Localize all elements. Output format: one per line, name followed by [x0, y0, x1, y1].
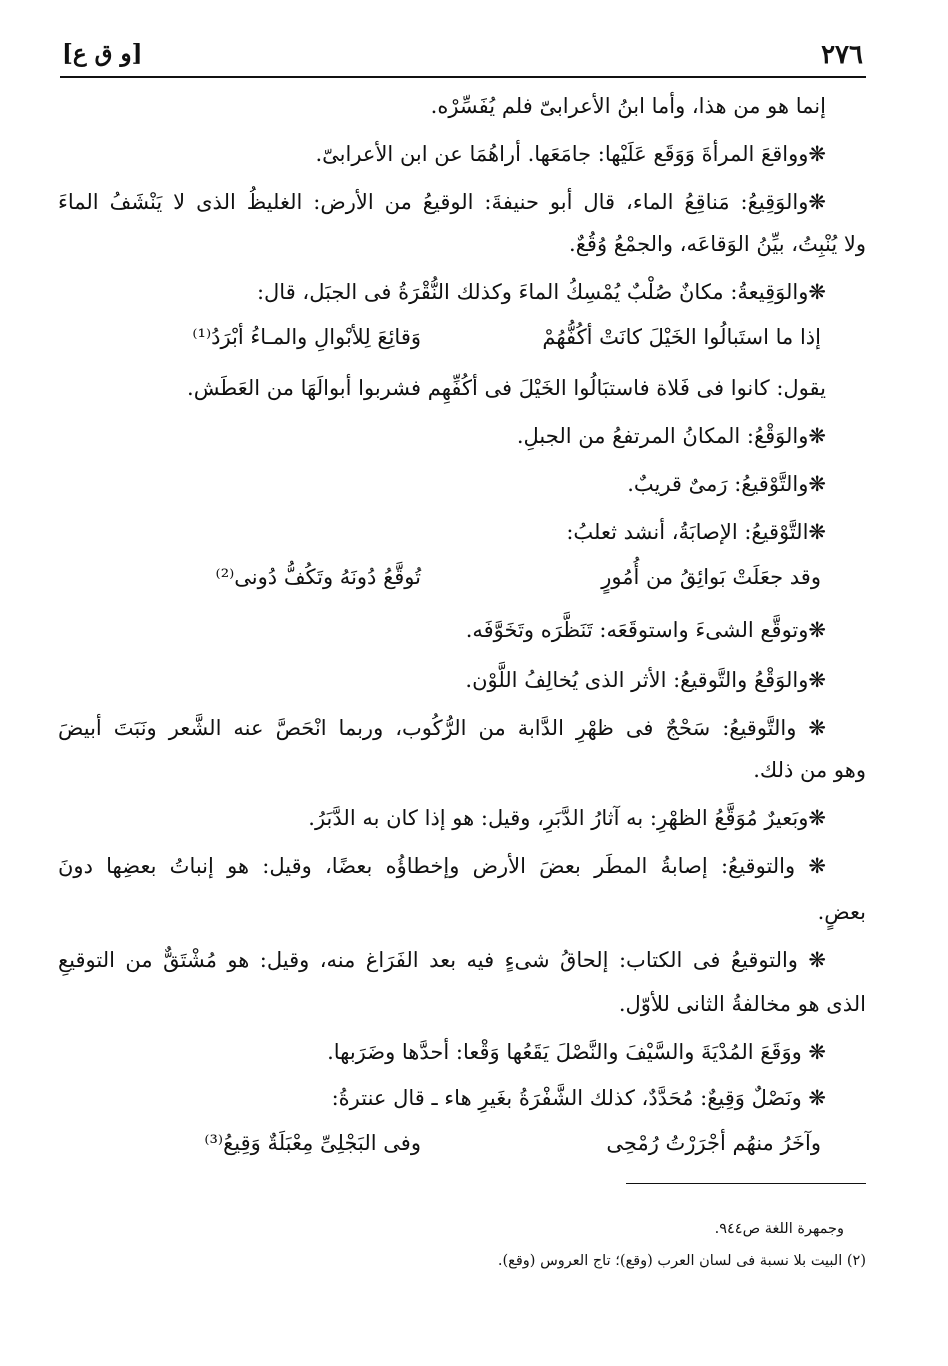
- text-line: ❋والوَقِيعُ: مَناقِعُ الماء، قال أبو حنيفةَ: الوقيعُ من الأرض: الغليظُ الذى لا يَنْشَفُ الماءَ: [58, 190, 826, 214]
- footnote-rule: [626, 1183, 866, 1184]
- text-line: ❋ ونَصْلٌ وَقِيعٌ: مُحَدَّدٌ، كذلك الشَّفْرَةُ بغَيرِ هاء ـ قال عنترةُ:: [331, 1086, 826, 1110]
- text-line: ❋ ووَقَعَ المُدْيَةَ والسَّيْفَ والنَّصْلَ يَقَعُها وَقْعا: أحدَّها وضَرَبها.: [327, 1040, 826, 1064]
- page-number: ٢٧٦: [821, 40, 863, 70]
- verse-line: [58, 1122, 866, 1164]
- text-line: بعضٍ.: [817, 900, 866, 924]
- header-rule: [60, 76, 866, 78]
- verse-hemistich-first: وقد جعَلَتْ بَوائِقُ من أُمُورٍ: [601, 565, 821, 589]
- verse-hemistich-second: وَقائِعَ لِلأبْوالِ والمـاءُ أبْرَدُ⁽¹⁾: [192, 325, 421, 349]
- text-line: إنما هو من هذا، وأما ابنُ الأعرابىّ فلم يُفَسِّرْه.: [430, 94, 826, 118]
- text-line: ❋التَّوْقيعُ: الإصابَةُ، أنشد ثعلبُ:: [566, 520, 826, 544]
- text-line: ❋والتَّوْقيعُ: رَمىٌ قريبٌ.: [627, 472, 826, 496]
- verse-line: [58, 316, 866, 358]
- root-heading: [و ق ع]: [62, 40, 143, 67]
- verse-hemistich-second: تُوقَّعُ دُونَهُ وتَكُفُّ دُونى⁽²⁾: [215, 565, 421, 589]
- text-line: ❋والوَقْعُ والتَّوقيعُ: الأثر الذى يُخالِفُ اللَّوْن.: [465, 668, 826, 692]
- text-line: ❋وتوقَّع الشىءَ واستوقَعَه: تَنَظَّرَه وتَخَوَّفَه.: [465, 618, 826, 642]
- footnote-line: [58, 1186, 866, 1216]
- verse-hemistich-first: وآخَرُ منهُم أجْرَرْتُ رُمْحِى: [606, 1131, 821, 1155]
- verse-hemistich-second: وفى البَجْلِىِّ مِعْبَلَةٌ وَقِيعُ⁽³⁾: [204, 1131, 421, 1155]
- text-line: ❋وواقعَ المرأةَ وَوَقَع عَلَيْها: جامَعَها. أراهُمَا عن ابن الأعرابىّ.: [315, 142, 826, 166]
- footnote-line: وجمهرة اللغة ص٩٤٤.: [714, 1221, 844, 1237]
- text-line: الذى هو مخالفةُ الثانى للأوّل.: [618, 992, 866, 1016]
- text-line: ❋ والتوقيعُ: إصابةُ المطَر بعضَ الأرض وإخطاؤُه بعضًا، وقيل: هو إنباتُ بعضِها دونَ: [58, 854, 826, 878]
- verse-line: [58, 556, 866, 598]
- text-line: ❋وبَعيرٌ مُوَقَّعُ الظهْرِ: به آثارُ الدَّبَرِ، وقيل: هو إذا كان به الدَّبَرُ.: [308, 806, 826, 830]
- text-line: ❋ والتوقيعُ فى الكتاب: إلحاقُ شىءٍ فيه بعد الفَرَاغ منه، وقيل: هو مُشْتَقٌّ من التوقيعِ: [58, 948, 826, 972]
- text-line: وهو من ذلك.: [753, 758, 866, 782]
- text-line: ❋والوَقْعُ: المكانُ المرتفعُ من الجبلِ.: [516, 424, 826, 448]
- text-line: ولا يُنْبِتُ، بيِّنُ الوَقاعَه، والجمْعُ وُقُعٌ.: [569, 232, 866, 256]
- footnote-line: (٢) البيت بلا نسبة فى لسان العرب (وقع)؛ تاج العروس (وقع).: [497, 1253, 866, 1269]
- text-line: يقول: كانوا فى فَلاة فاستبَالُوا الخَيْلَ فى أكُفِّهِم فشربوا أبوالَهَا من العَطَش.: [187, 376, 826, 400]
- verse-hemistich-first: إذا ما استَبالُوا الخَيْلَ كانَتْ أكُفُّهُمْ: [542, 325, 821, 349]
- footnote-line: [58, 1280, 866, 1310]
- text-line: ❋ والتَّوقيعُ: سَحْجٌ فى ظهْرِ الدَّابة من الرُّكُوب، وربما انْحَصَّ عنه الشَّعر ونَبَتَ أبيضَ: [58, 716, 826, 740]
- text-line: ❋والوَقِيعةُ: مكانٌ صُلْبٌ يُمْسِكُ الماءَ وكذلك النُّقْرَةُ فى الجبَل، قال:: [256, 280, 826, 304]
